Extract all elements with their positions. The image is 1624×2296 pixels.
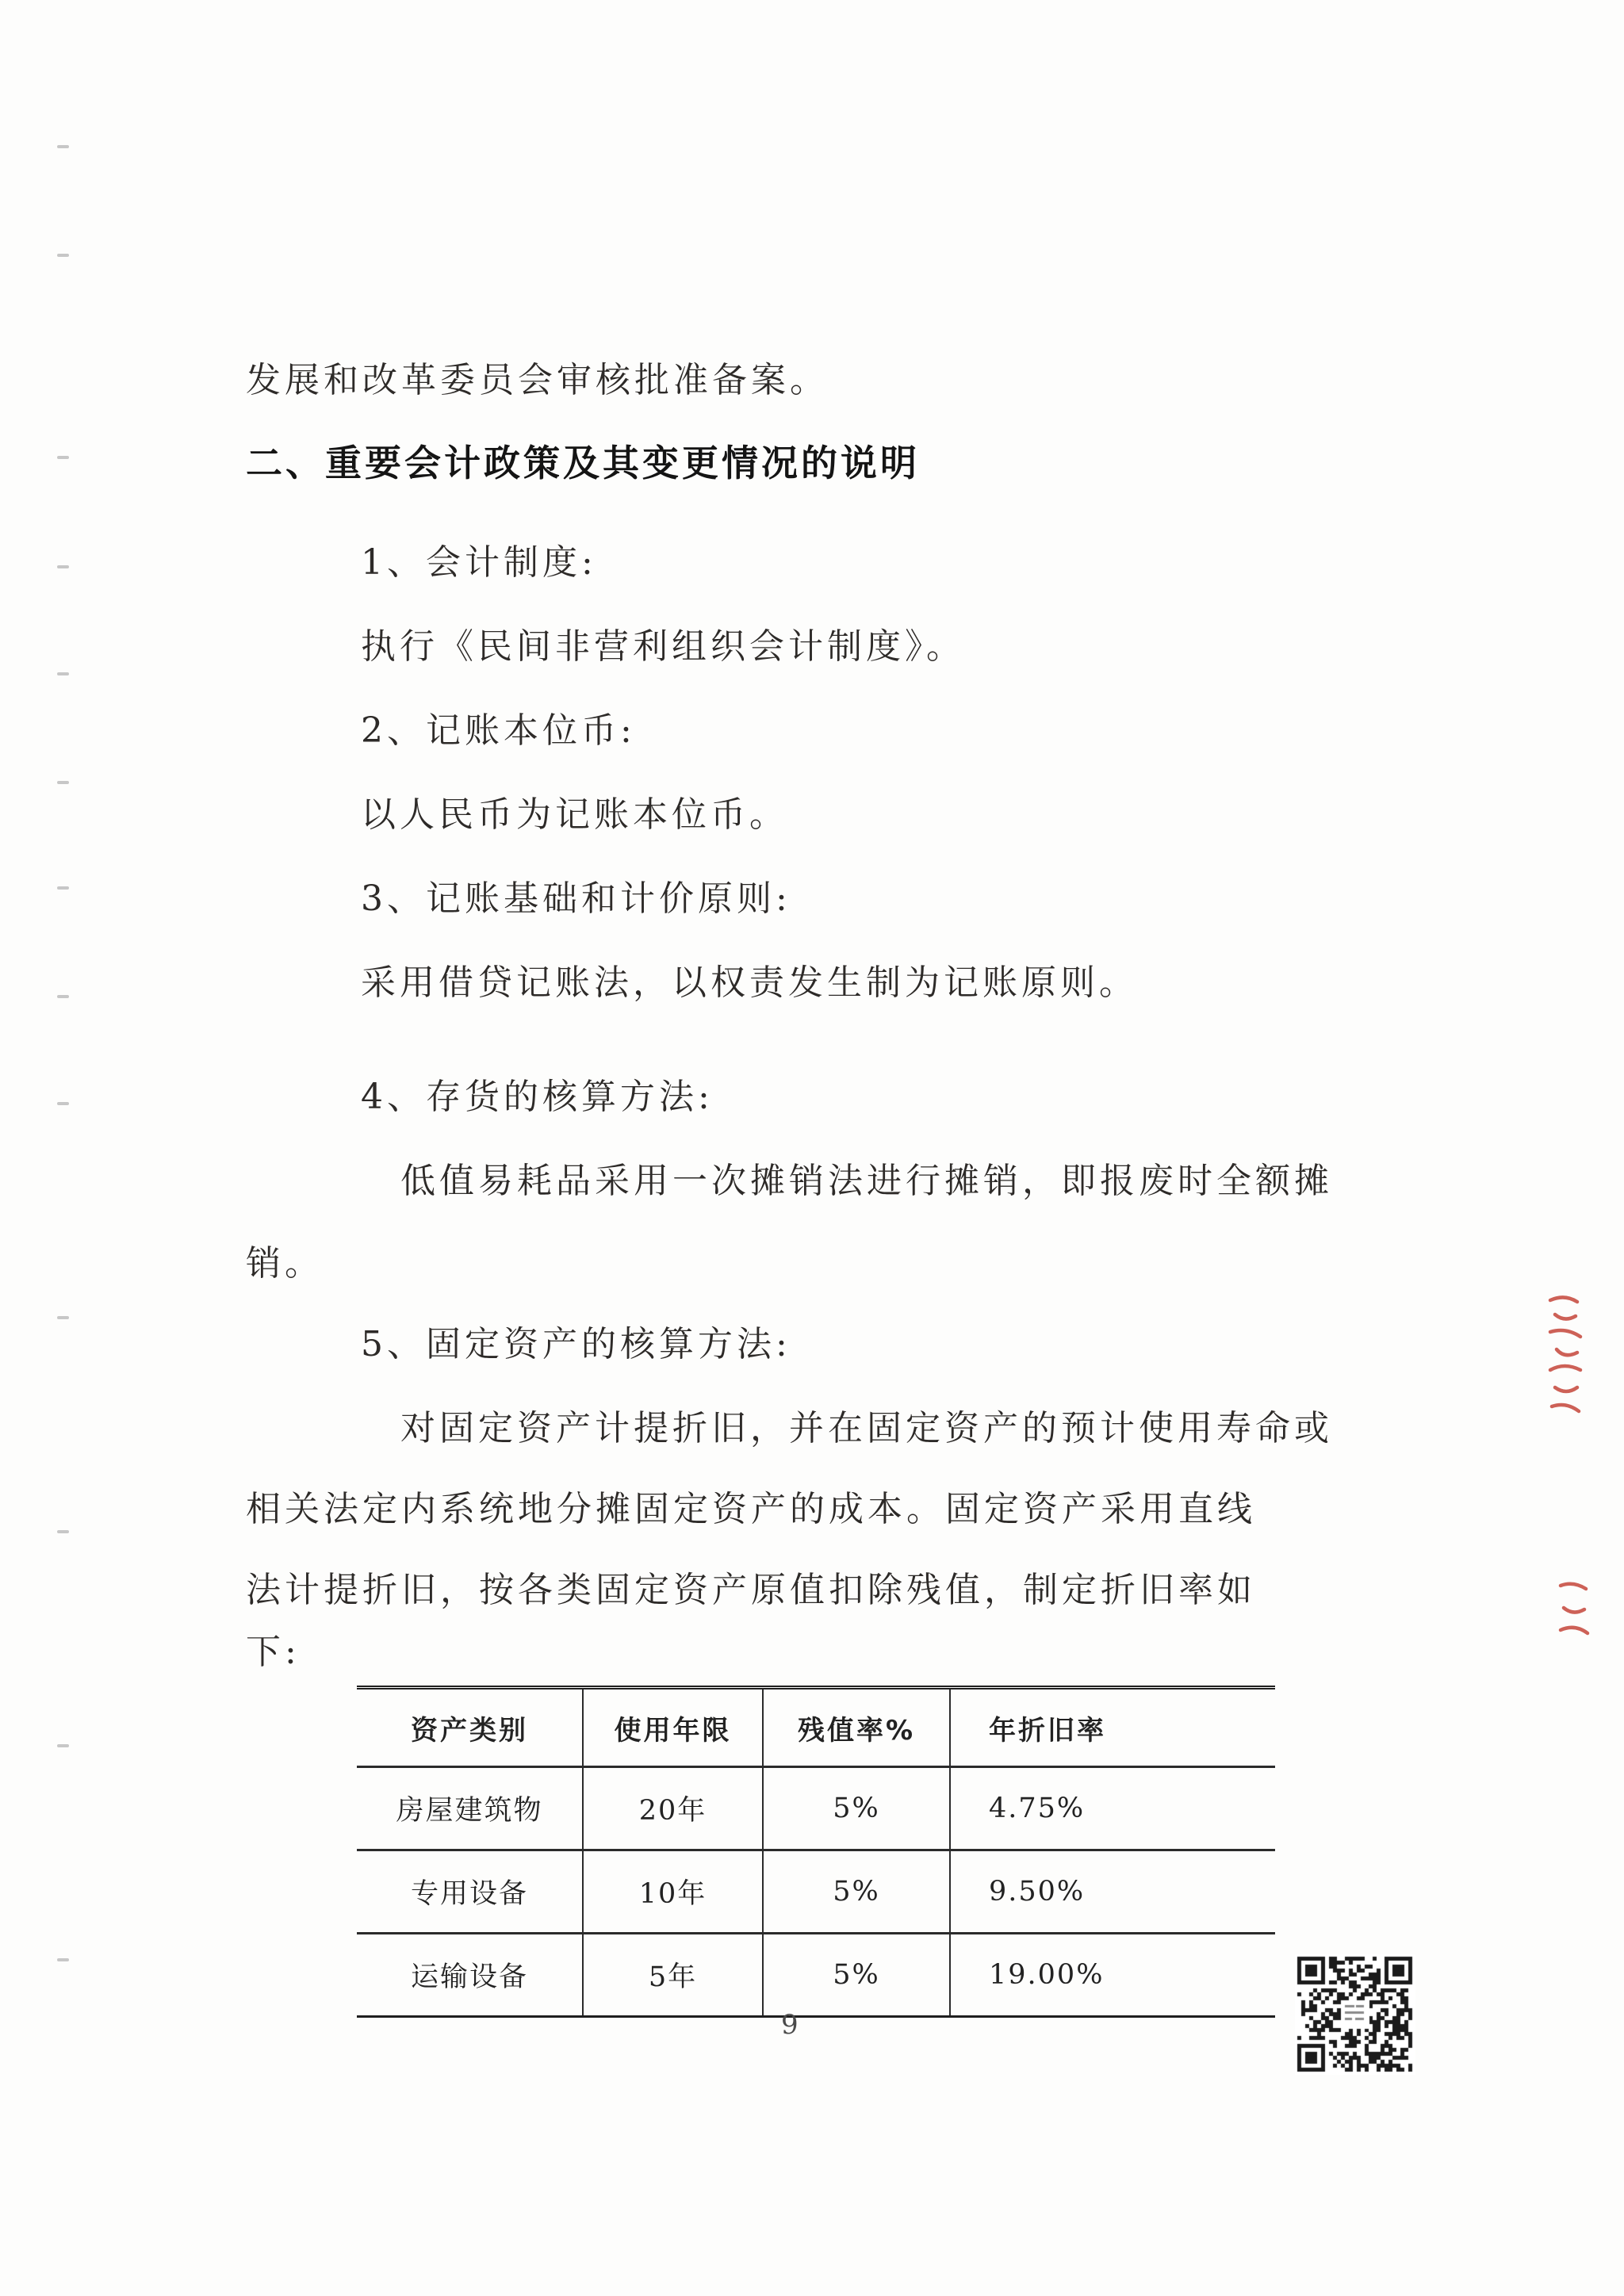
margin-dash [57, 456, 69, 459]
item-2-title: 2、记账本位币: [361, 710, 636, 751]
item-4-body-line-1: 低值易耗品采用一次摊销法进行摊销，即报废时全额摊 [400, 1161, 1333, 1201]
header-annual-depreciation-rate: 年折旧率 [950, 1688, 1275, 1767]
margin-dash [57, 1316, 69, 1319]
cell-annual-rate: 9.50% [950, 1850, 1275, 1934]
item-5-title: 5、固定资产的核算方法: [361, 1324, 791, 1364]
depreciation-table [357, 1686, 1275, 2018]
cell-useful-life: 5年 [583, 1934, 763, 2017]
cell-useful-life: 10年 [583, 1850, 763, 1934]
item-5-body-line-4: 下: [246, 1632, 301, 1672]
item-1-title: 1、会计制度: [361, 542, 597, 583]
margin-dash [57, 254, 69, 257]
qr-code [1295, 1954, 1415, 2075]
intro-line: 发展和改革委员会审核批准备案。 [246, 360, 829, 400]
item-5-body-line-2: 相关法定内系统地分摊固定资产的成本。固定资产采用直线 [246, 1489, 1256, 1529]
cell-asset-class: 房屋建筑物 [357, 1767, 583, 1850]
header-residual-rate: 残值率% [763, 1688, 950, 1767]
cell-residual-rate: 5% [763, 1934, 950, 2017]
margin-dash [57, 1958, 69, 1961]
page-number: 9 [781, 2009, 799, 2041]
table-header-row [357, 1688, 1275, 1767]
margin-dash [57, 995, 69, 998]
margin-dash [57, 781, 69, 784]
cell-residual-rate: 5% [763, 1767, 950, 1850]
cell-residual-rate: 5% [763, 1850, 950, 1934]
item-5-body-line-3: 法计提折旧，按各类固定资产原值扣除残值，制定折旧率如 [246, 1570, 1256, 1610]
cell-annual-rate: 19.00% [950, 1934, 1275, 2017]
item-1-body: 执行《民间非营利组织会计制度》。 [361, 626, 965, 667]
cell-annual-rate: 4.75% [950, 1767, 1275, 1850]
margin-dash [57, 1530, 69, 1533]
margin-dash [57, 672, 69, 675]
header-asset-class: 资产类别 [357, 1688, 583, 1767]
table-row [357, 1850, 1275, 1934]
margin-dash [57, 565, 69, 568]
item-4-title: 4、存货的核算方法: [361, 1077, 714, 1117]
section-heading: 二、重要会计政策及其变更情况的说明 [246, 442, 920, 484]
margin-dash [57, 886, 69, 890]
header-useful-life: 使用年限 [583, 1688, 763, 1767]
table-row [357, 1767, 1275, 1850]
item-3-body: 采用借贷记账法，以权责发生制为记账原则。 [361, 962, 1138, 1003]
red-seal-mark [1553, 1576, 1595, 1651]
margin-dash [57, 145, 69, 148]
red-seal-mark [1542, 1291, 1591, 1429]
table-row [357, 1934, 1275, 2017]
item-5-body-line-1: 对固定资产计提折旧，并在固定资产的预计使用寿命或 [400, 1408, 1333, 1448]
item-4-body-line-2: 销。 [246, 1243, 324, 1284]
margin-dash [57, 1744, 69, 1747]
margin-dash [57, 1102, 69, 1105]
item-3-title: 3、记账基础和计价原则: [361, 878, 791, 919]
cell-useful-life: 20年 [583, 1767, 763, 1850]
item-2-body: 以人民币为记账本位币。 [361, 794, 788, 835]
cell-asset-class: 专用设备 [357, 1850, 583, 1934]
cell-asset-class: 运输设备 [410, 1961, 528, 1993]
